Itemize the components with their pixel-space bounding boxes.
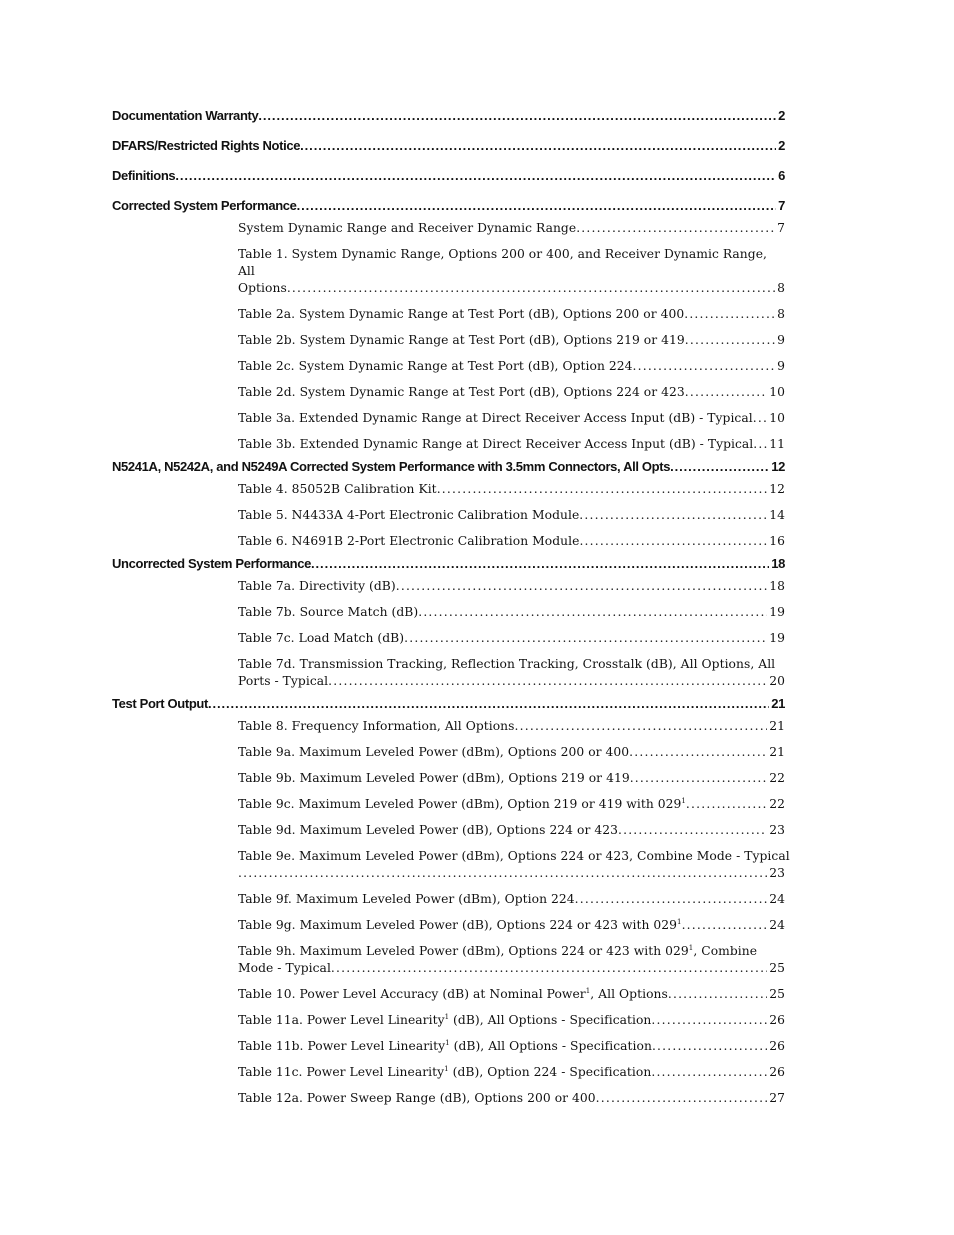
toc-subentry[interactable] — [238, 656, 785, 690]
toc-entry-title-text: , All Options — [590, 987, 668, 1001]
footnote-marker: 1 — [585, 987, 591, 995]
toc-subentry[interactable] — [238, 744, 785, 761]
toc-entry-title — [238, 1064, 651, 1081]
toc-entry-page: 25 — [769, 961, 785, 975]
toc-entry-title: Table 9a. Maximum Leveled Power (dBm), Options 200 or 400 — [238, 745, 630, 759]
dot-leader — [297, 196, 777, 216]
toc-entry-page: 10 — [769, 411, 785, 425]
toc-entry-page: 7 — [777, 221, 785, 235]
toc-entry-title: DFARS/Restricted Rights Notice — [112, 138, 301, 153]
toc-entry-title: Table 4. 85052B Calibration Kit — [238, 482, 437, 496]
toc-entry-title-cont: Mode - Typical — [238, 961, 331, 975]
footnote-marker: 1 — [681, 797, 686, 805]
toc-subentry[interactable] — [238, 533, 785, 550]
toc-subentry[interactable] — [238, 436, 785, 453]
toc-entry-title: Table 7a. Directivity (dB) — [238, 579, 396, 593]
toc-entry[interactable] — [112, 694, 785, 718]
toc-entry[interactable] — [112, 166, 785, 196]
toc-entry-title-text: Table 9g. Maximum Leveled Power (dB), Options 224 or 423 with 029 — [238, 918, 678, 932]
toc-subentry[interactable] — [238, 220, 785, 237]
toc-entry-page: 6 — [778, 168, 785, 183]
dot-leader — [208, 694, 769, 714]
toc-entry-page: 2 — [778, 138, 785, 153]
toc-entry-title: Corrected System Performance — [112, 198, 297, 213]
toc-entry-page: 11 — [769, 437, 785, 451]
toc-entry-page: 19 — [769, 631, 785, 645]
dot-leader — [258, 106, 776, 126]
toc-entry-title: Table 2d. System Dynamic Range at Test Port (dB), Options 224 or 423 — [238, 385, 685, 399]
toc-entry-title: System Dynamic Range and Receiver Dynamic Range — [238, 221, 577, 235]
toc-entry-page: 21 — [771, 696, 785, 711]
toc-entry-title: Table 8. Frequency Information, All Options — [238, 719, 515, 733]
dot-leader — [629, 744, 767, 761]
toc-entry-page: 8 — [777, 307, 785, 321]
toc-entry-page: 23 — [769, 823, 785, 837]
toc-subentry[interactable] — [238, 891, 785, 908]
toc-entry-page: 7 — [778, 198, 785, 213]
toc-subentry[interactable] — [238, 822, 785, 839]
toc-subentry[interactable] — [238, 848, 790, 882]
toc-entry-title — [238, 986, 668, 1003]
dot-leader — [579, 507, 767, 524]
footnote-marker: 1 — [677, 918, 682, 926]
toc-subentry[interactable] — [238, 986, 785, 1003]
dot-leader — [651, 1012, 767, 1029]
toc-entry-page: 22 — [769, 797, 785, 811]
toc-entry-page: 21 — [769, 719, 785, 733]
toc-subentry[interactable] — [238, 578, 785, 595]
toc-subentry[interactable] — [238, 246, 785, 297]
toc-entry-title — [238, 1038, 652, 1055]
toc-entry-page: 22 — [769, 771, 785, 785]
dot-leader — [651, 1064, 767, 1081]
toc-entry-page: 26 — [769, 1065, 785, 1079]
toc-entry-title — [238, 917, 682, 934]
toc-entry-title: Table 1. System Dynamic Range, Options 200 or 400, and Receiver Dynamic Range, All — [238, 247, 767, 278]
toc-entry-page: 9 — [777, 359, 785, 373]
toc-entry-title-cont: Ports - Typical — [238, 674, 329, 688]
toc-entry-title-text: Table 10. Power Level Accuracy (dB) at Nominal Power — [238, 987, 586, 1001]
toc-subentry[interactable] — [238, 410, 785, 427]
toc-subentry[interactable] — [238, 306, 785, 323]
dot-leader — [618, 822, 767, 839]
dot-leader — [238, 865, 767, 882]
dot-leader — [287, 280, 775, 297]
toc-subentry[interactable] — [238, 770, 785, 787]
toc-entry-page: 9 — [777, 333, 785, 347]
toc-entry-page: 24 — [769, 892, 785, 906]
toc-entry-title-text: (dB), Option 224 - Specification — [448, 1065, 652, 1079]
dot-leader — [437, 481, 768, 498]
toc-entry-page: 12 — [769, 482, 785, 496]
table-of-contents — [112, 106, 790, 1116]
toc-entry-page: 23 — [769, 866, 785, 880]
toc-entry-title: Table 9b. Maximum Leveled Power (dBm), Options 219 or 419 — [238, 771, 630, 785]
toc-entry-title: Table 6. N4691B 2-Port Electronic Calibration Module — [238, 534, 580, 548]
toc-entry-title-text: Table 9c. Maximum Leveled Power (dBm), Option 219 or 419 with 029 — [238, 797, 682, 811]
toc-entry-page: 2 — [778, 108, 785, 123]
toc-entry-page: 27 — [769, 1091, 785, 1105]
toc-entry-page: 18 — [769, 579, 785, 593]
toc-entry-title: N5241A, N5242A, and N5249A Corrected System Performance with 3.5mm Connectors, All Opts — [112, 459, 671, 474]
toc-entry-title: Table 7c. Load Match (dB) — [238, 631, 405, 645]
toc-subentry[interactable] — [238, 384, 785, 401]
dot-leader — [684, 306, 775, 323]
toc-subentry[interactable] — [238, 1064, 785, 1081]
toc-entry[interactable] — [112, 554, 785, 578]
toc-entry-title: Table 9f. Maximum Leveled Power (dBm), Option 224 — [238, 892, 575, 906]
toc-subentry[interactable] — [238, 604, 785, 621]
toc-entry-title — [238, 1012, 651, 1029]
dot-leader — [652, 1038, 767, 1055]
toc-entry-title: Table 2c. System Dynamic Range at Test Port (dB), Option 224 — [238, 359, 633, 373]
toc-entry-title: Documentation Warranty — [112, 108, 259, 123]
toc-subentry[interactable] — [238, 481, 785, 498]
toc-entry[interactable] — [112, 457, 785, 481]
toc-entry-page: 19 — [769, 605, 785, 619]
footnote-marker: 1 — [445, 1039, 450, 1047]
dot-leader — [596, 1090, 768, 1107]
toc-entry-title-text: (dB), All Options - Specification — [449, 1039, 652, 1053]
toc-entry-title-text: (dB), All Options - Specification — [449, 1013, 652, 1027]
dot-leader — [686, 796, 767, 813]
toc-entry-page: 16 — [769, 534, 785, 548]
toc-entry-title: Table 3b. Extended Dynamic Range at Direct Receiver Access Input (dB) - Typical — [238, 437, 754, 451]
dot-leader — [630, 770, 768, 787]
toc-entry-title: Table 7d. Transmission Tracking, Reflection Tracking, Crosstalk (dB), All Options, All — [238, 657, 776, 671]
dot-leader — [668, 986, 767, 1003]
toc-subentry[interactable] — [238, 796, 785, 813]
dot-leader — [404, 630, 767, 647]
dot-leader — [685, 332, 775, 349]
dot-leader — [576, 220, 775, 237]
dot-leader — [670, 457, 769, 477]
toc-entry-title: Table 2a. System Dynamic Range at Test Port (dB), Options 200 or 400 — [238, 307, 685, 321]
toc-entry-title — [238, 943, 785, 960]
toc-subentry[interactable] — [238, 1038, 785, 1055]
toc-subentry[interactable] — [238, 718, 785, 735]
dot-leader — [682, 917, 768, 934]
toc-entry-page: 14 — [769, 508, 785, 522]
toc-entry-page: 26 — [769, 1039, 785, 1053]
toc-entry-title: Table 12a. Power Sweep Range (dB), Options 200 or 400 — [238, 1091, 596, 1105]
toc-entry-title — [238, 796, 686, 813]
toc-entry[interactable] — [112, 136, 785, 166]
dot-leader — [300, 136, 776, 156]
dot-leader — [753, 410, 768, 427]
toc-subentry[interactable] — [238, 1012, 785, 1029]
toc-entry-title-cont: Options — [238, 281, 287, 295]
toc-entry-page: 8 — [777, 281, 785, 295]
toc-entry-page: 10 — [769, 385, 785, 399]
toc-subentry[interactable] — [238, 630, 785, 647]
toc-subentry[interactable] — [238, 1090, 785, 1107]
toc-entry-title: Table 9e. Maximum Leveled Power (dBm), Options 224 or 423, Combine Mode - Typical — [238, 849, 790, 863]
toc-entry-title: Definitions — [112, 168, 176, 183]
dot-leader — [418, 604, 767, 621]
dot-leader — [685, 384, 767, 401]
toc-entry-page: 24 — [769, 918, 785, 932]
dot-leader — [328, 673, 767, 690]
toc-entry[interactable] — [112, 196, 785, 220]
toc-subentry[interactable] — [238, 358, 785, 375]
toc-entry-page: 12 — [771, 459, 785, 474]
dot-leader — [753, 436, 767, 453]
toc-entry-title-text: , Combine — [693, 944, 758, 958]
toc-entry[interactable] — [112, 106, 785, 136]
toc-entry-title-text: Table 11a. Power Level Linearity — [238, 1013, 445, 1027]
toc-entry-title: Uncorrected System Performance — [112, 556, 312, 571]
toc-entry-page: 20 — [769, 674, 785, 688]
footnote-marker: 1 — [444, 1013, 450, 1021]
dot-leader — [575, 891, 768, 908]
dot-leader — [396, 578, 768, 595]
toc-entry-title-text: Table 11c. Power Level Linearity — [238, 1065, 445, 1079]
toc-subentry[interactable] — [238, 332, 785, 349]
toc-entry-title: Table 7b. Source Match (dB) — [238, 605, 419, 619]
dot-leader — [633, 358, 776, 375]
toc-entry-title-text: Table 9h. Maximum Leveled Power (dBm), Options 224 or 423 with 029 — [238, 944, 689, 958]
dot-leader — [515, 718, 768, 735]
toc-entry-title: Test Port Output — [112, 696, 208, 711]
toc-subentry[interactable] — [238, 943, 785, 977]
toc-entry-title: Table 9d. Maximum Leveled Power (dB), Options 224 or 423 — [238, 823, 618, 837]
toc-subentry[interactable] — [238, 507, 785, 524]
dot-leader — [175, 166, 776, 186]
footnote-marker: 1 — [688, 944, 694, 952]
toc-entry-page: 18 — [771, 556, 785, 571]
toc-entry-title-text: Table 11b. Power Level Linearity — [238, 1039, 446, 1053]
dot-leader — [579, 533, 767, 550]
toc-entry-page: 25 — [769, 987, 785, 1001]
toc-subentry[interactable] — [238, 917, 785, 934]
toc-entry-title: Table 2b. System Dynamic Range at Test Port (dB), Options 219 or 419 — [238, 333, 685, 347]
footnote-marker: 1 — [444, 1065, 449, 1073]
dot-leader — [311, 554, 769, 574]
toc-entry-page: 21 — [769, 745, 785, 759]
toc-entry-title: Table 5. N4433A 4-Port Electronic Calibration Module — [238, 508, 580, 522]
toc-entry-title: Table 3a. Extended Dynamic Range at Direct Receiver Access Input (dB) - Typical — [238, 411, 753, 425]
toc-entry-page: 26 — [769, 1013, 785, 1027]
dot-leader — [331, 960, 767, 977]
